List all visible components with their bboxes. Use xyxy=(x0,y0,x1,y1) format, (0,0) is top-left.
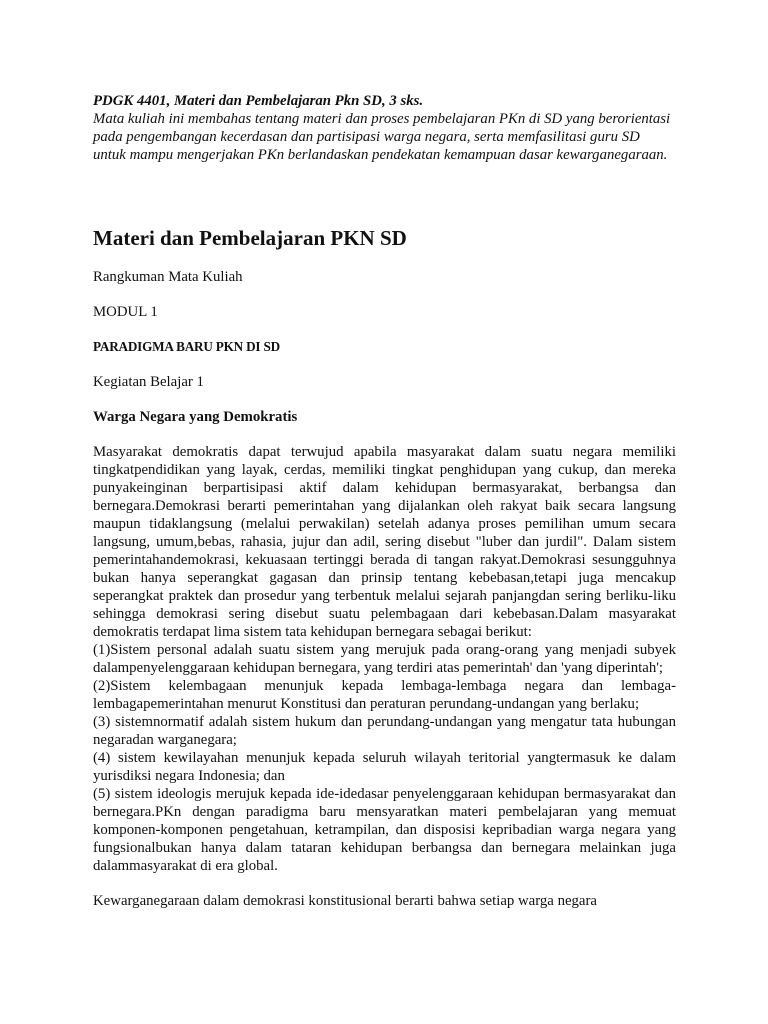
course-code: PDGK 4401, Materi dan Pembelajaran Pkn SD, 3 sks. xyxy=(93,93,424,109)
module-label: MODUL 1 xyxy=(93,304,158,320)
list-item-4: (4) sistem kewilayahan menunjuk kepada seluruh wilayah teritorial yangtermasuk ke dalam yurisdiksi negara Indonesia; dan xyxy=(93,750,676,784)
topic-heading: Warga Negara yang Demokratis xyxy=(93,409,298,425)
list-item-5: (5) sistem ideologis merujuk kepada ide-idedasar penyelenggaraan kehidupan bermasyarakat dan bernegara.PKn dengan paradigma baru mensyaratkan materi pembelajaran yang memuat komponen-komponen pengetahuan, ketrampilan, dan disposisi kepribadian warga negara yang fungsionalbukan hanya dalam tataran kehidupan berbangsa dan bernegara melainkan juga dalammasyarakat di era global. xyxy=(93,786,676,874)
section-heading: PARADIGMA BARU PKN DI SD xyxy=(93,339,280,354)
body-text xyxy=(93,443,676,875)
list-item-1: (1)Sistem personal adalah suatu sistem yang merujuk pada orang-orang yang menjadi subyek dalampenyelenggaraan kehidupan bernegara, yang terdiri atas pemerintah' dan 'yang diperintah'; xyxy=(93,642,676,676)
list-item-2: (2)Sistem kelembagaan menunjuk kepada lembaga-lembaga negara dan lembaga-lembagapemerintahan menurut Konstitusi dan peraturan perundang-undangan yang berlaku; xyxy=(93,678,676,712)
document-subtitle: Rangkuman Mata Kuliah xyxy=(93,269,243,285)
document-title: Materi dan Pembelajaran PKN SD xyxy=(93,226,407,250)
activity-label: Kegiatan Belajar 1 xyxy=(93,374,204,390)
list-item-3: (3) sistemnormatif adalah sistem hukum dan perundang-undangan yang mengatur tata hubungan negaradan warganegara; xyxy=(93,714,676,748)
closing-paragraph: Kewarganegaraan dalam demokrasi konstitusional berarti bahwa setiap warga negara xyxy=(93,893,597,909)
body-paragraph: Masyarakat demokratis dapat terwujud apabila masyarakat dalam suatu negara memiliki tingkatpendidikan yang layak, cerdas, memiliki tingkat penghidupan yang cukup, dan mereka punyakeinginan berpartisipasi aktif dalam kehidupan bermasyarakat, berbangsa dan bernegara.Demokrasi berarti pemerintahan yang dijalankan oleh rakyat baik secara langsung maupun tidaklangsung (melalui perwakilan) setelah adanya proses pemilihan umum secara langsung, umum,bebas, rahasia, jujur dan adil, sering disebut "luber dan jurdil". Dalam sistem pemerintahandemokrasi, kekuasaan tertinggi berada di tangan rakyat.Demokrasi sesungguhnya bukan hanya seperangkat gagasan dan prinsip tentang kebebasan,tetapi juga mencakup seperangkat praktek dan prosedur yang terbentuk melalui sejarah panjangdan sering berliku-liku sehingga demokrasi sering disebut suatu pelembagaan dari kebebasan.Dalam masyarakat demokratis terdapat lima sistem tata kehidupan bernegara sebagai berikut: xyxy=(93,444,676,640)
course-description: Mata kuliah ini membahas tentang materi dan proses pembelajaran PKn di SD yang berorientasi pada pengembangan kecerdasan dan partisipasi warga negara, serta memfasilitasi guru SD untuk mampu mengerjakan PKn berlandaskan pendekatan kemampuan dasar kewarganegaraan. xyxy=(93,111,671,163)
course-intro xyxy=(93,92,676,164)
